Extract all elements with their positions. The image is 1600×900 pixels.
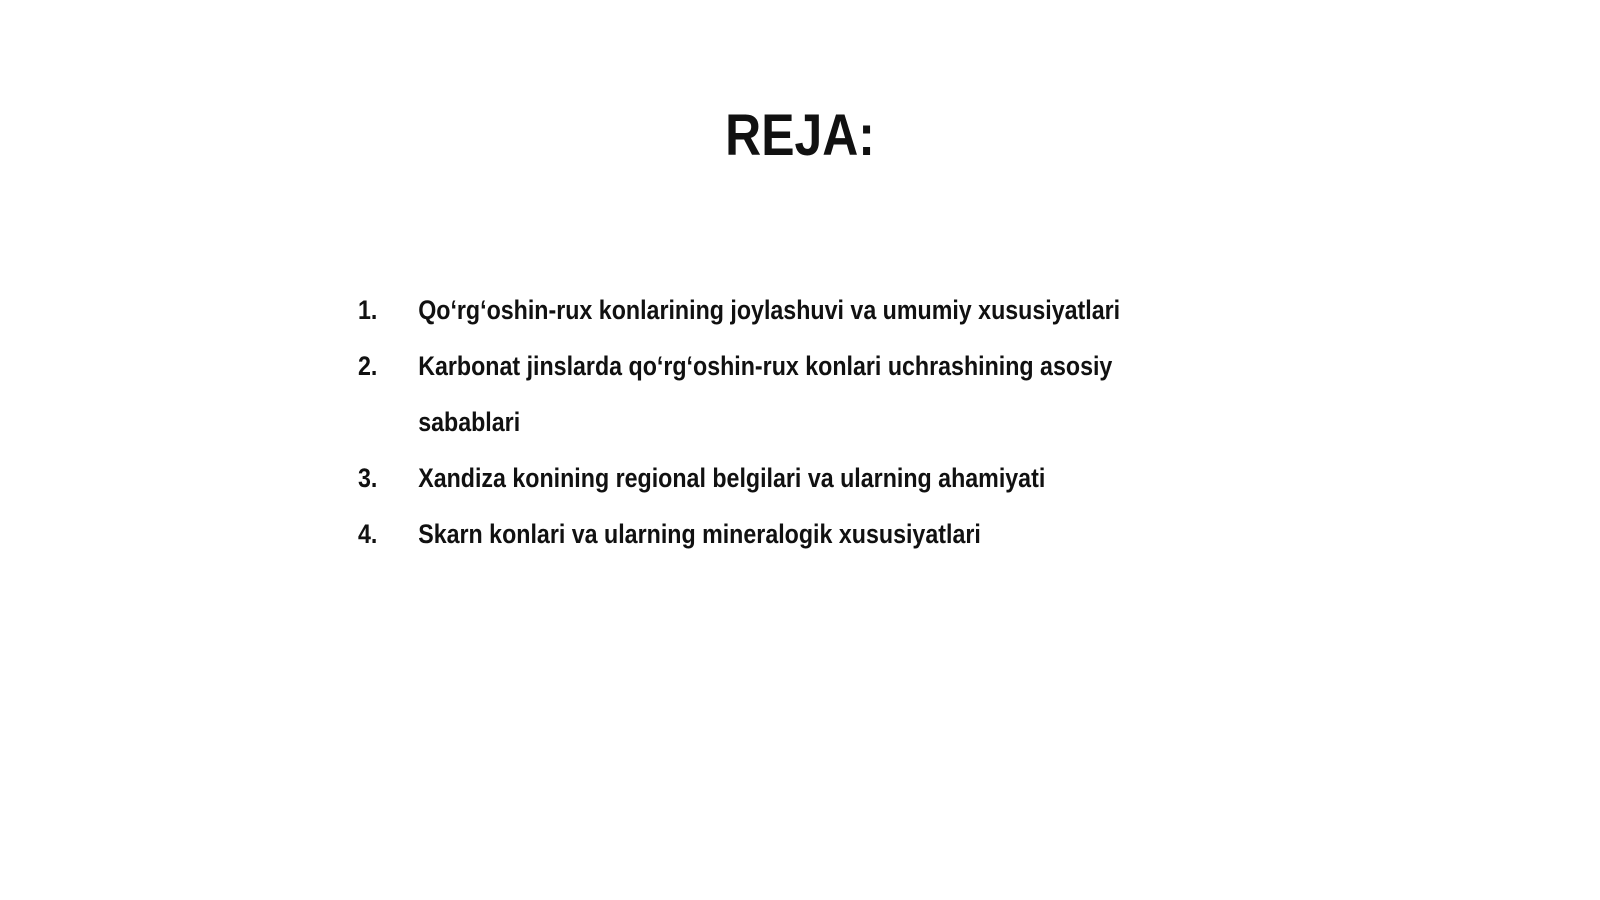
slide-title: REJA: [725,103,875,168]
list-item [358,282,1132,338]
list-item-text: Karbonat jinslarda qo‘rg‘oshin-rux konlari uchrashining asosiy sabablari [418,351,1113,437]
list-item [358,338,1132,450]
list-item-number: 2. [358,351,378,381]
list-item-number: 1. [358,295,378,325]
list-item-text: Xandiza konining regional belgilari va ularning ahamiyati [418,463,1046,493]
plan-list [358,282,1258,562]
list-item [358,450,1132,506]
list-item [358,506,1132,562]
list-item-number: 3. [358,463,378,493]
list-item-text: Skarn konlari va ularning mineralogik xususiyatlari [418,519,981,549]
list-item-text: Qo‘rg‘oshin-rux konlarining joylashuvi va umumiy xususiyatlari [418,295,1121,325]
list-item-number: 4. [358,519,378,549]
